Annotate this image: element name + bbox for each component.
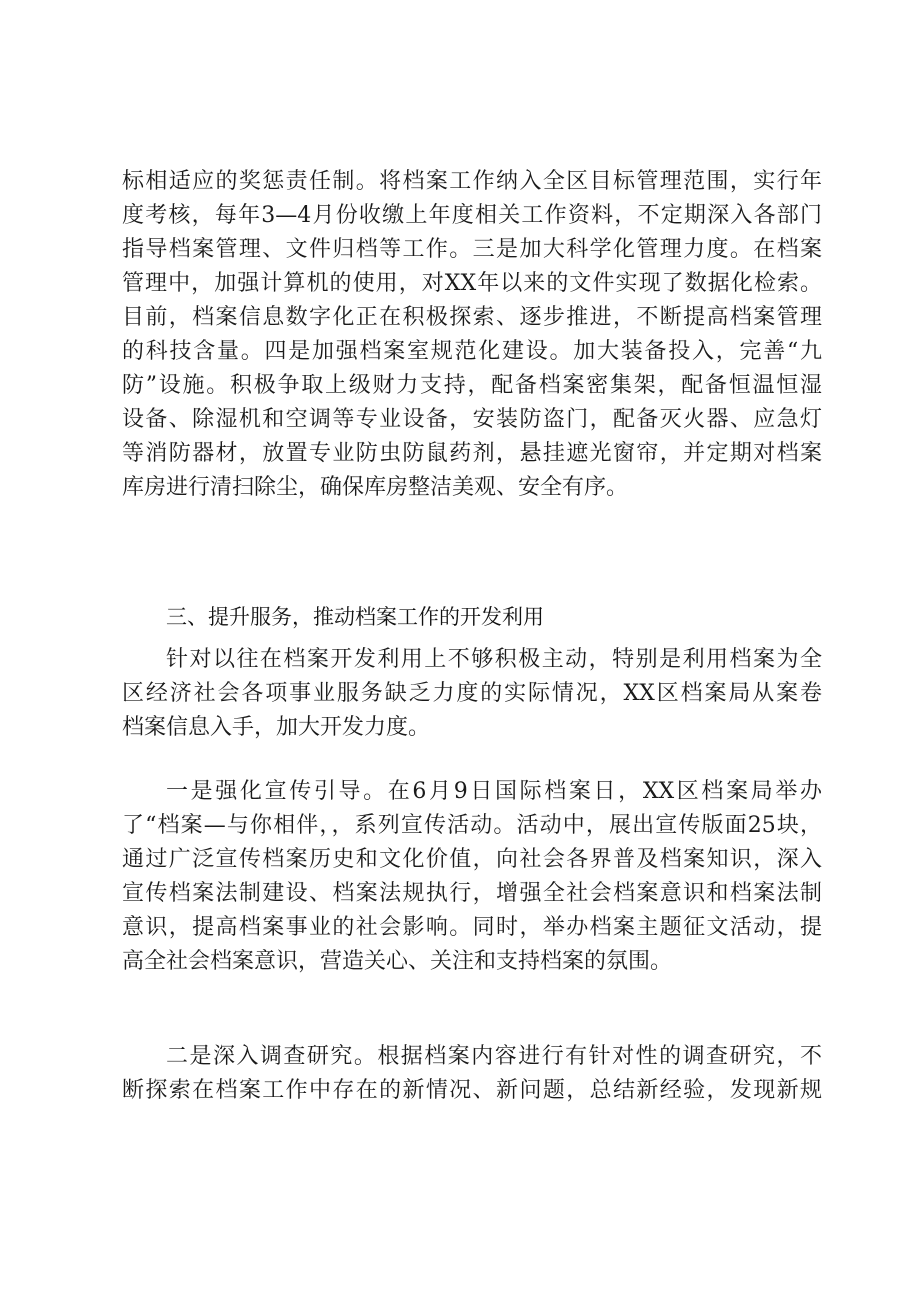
paragraph-line: 的科技含量。四是加强档案室规范化建设。加大装备投入，完善“九 xyxy=(122,339,822,364)
paragraph-publicity xyxy=(122,775,822,979)
paragraph-line: 目前，档案信息数字化正在积极探索、逐步推进，不断提高档案管理 xyxy=(122,305,822,330)
paragraph-line: 了“档案—与你相伴，，系列宣传活动。活动中，展出宣传版面25块， xyxy=(122,813,822,838)
paragraph-research xyxy=(122,1040,822,1108)
paragraph-line: 意识，提高档案事业的社会影响。同时，举办档案主题征文活动，提 xyxy=(122,915,822,940)
paragraph-line: 设备、除湿机和空调等专业设备，安装防盗门，配备灭火器、应急灯 xyxy=(122,407,822,432)
section-heading-block xyxy=(122,600,822,634)
paragraph-intro xyxy=(122,643,822,745)
paragraph-line: 区经济社会各项事业服务缺乏力度的实际情况，XX区档案局从案卷 xyxy=(122,681,822,706)
paragraph-line: 等消防器材，放置专业防虫防鼠药剂，悬挂遮光窗帘，并定期对档案 xyxy=(122,441,822,466)
paragraph-line: 标相适应的奖惩责任制。将档案工作纳入全区目标管理范围，实行年 xyxy=(122,169,822,194)
paragraph-line: 断探索在档案工作中存在的新情况、新问题，总结新经验，发现新规 xyxy=(122,1078,822,1103)
paragraph-line: 管理中，加强计算机的使用，对XX年以来的文件实现了数据化检索。 xyxy=(122,271,822,296)
paragraph-line: 二是深入调查研究。根据档案内容进行有针对性的调查研究，不 xyxy=(166,1044,822,1069)
paragraph-line: 通过广泛宣传档案历史和文化价值，向社会各界普及档案知识，深入 xyxy=(122,847,822,872)
paragraph-line: 度考核，每年3—4月份收缴上年度相关工作资料，不定期深入各部门 xyxy=(122,203,822,228)
paragraph-line: 库房进行清扫除尘，确保库房整洁美观、安全有序。 xyxy=(122,475,629,500)
paragraph-line: 高全社会档案意识，营造关心、关注和支持档案的氛围。 xyxy=(122,949,673,974)
section-heading: 三、提升服务，推动档案工作的开发利用 xyxy=(166,605,544,629)
paragraph-line: 指导档案管理、文件归档等工作。三是加大科学化管理力度。在档案 xyxy=(122,237,822,262)
paragraph-line: 档案信息入手，加大开发力度。 xyxy=(122,715,431,740)
paragraph-continuation xyxy=(122,165,822,505)
paragraph-line: 一是强化宣传引导。在6月9日国际档案日，XX区档案局举办 xyxy=(166,779,822,804)
paragraph-line: 宣传档案法制建设、档案法规执行，增强全社会档案意识和档案法制 xyxy=(122,881,822,906)
paragraph-line: 针对以往在档案开发利用上不够积极主动，特别是利用档案为全 xyxy=(166,647,822,672)
paragraph-line: 防”设施。积极争取上级财力支持，配备档案密集架，配备恒温恒湿 xyxy=(122,373,822,398)
